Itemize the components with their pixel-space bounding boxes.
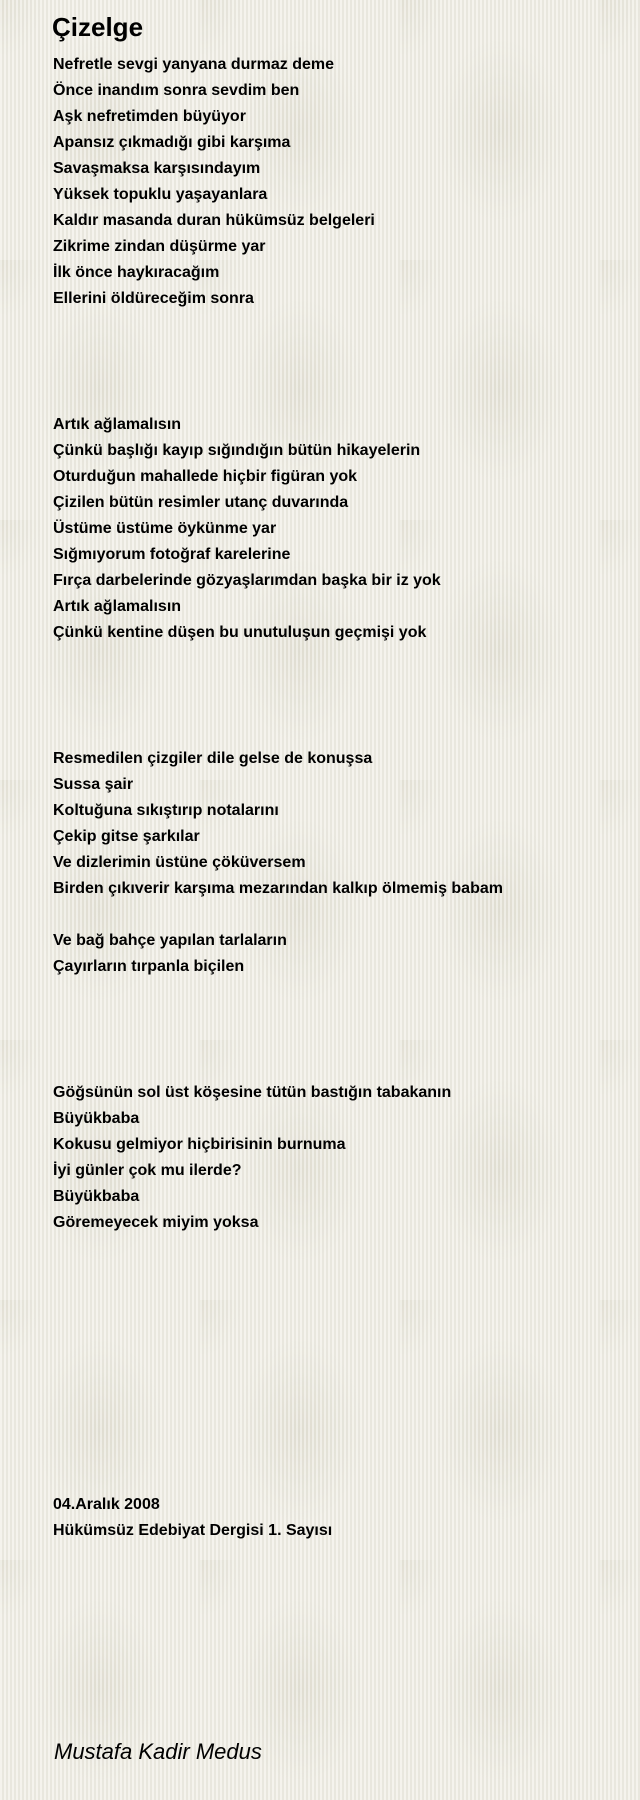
poem-line: Çizilen bütün resimler utanç duvarında (53, 494, 349, 511)
poem-line: Kokusu gelmiyor hiçbirisinin burnuma (53, 1136, 346, 1153)
stanza-gap (53, 902, 623, 928)
poem-line: Artık ağlamalısın (53, 416, 182, 433)
poem-line: Kaldır masanda duran hükümsüz belgeleri (53, 212, 375, 229)
poem-author: Mustafa Kadir Medus (54, 1739, 262, 1764)
stanza-1 (53, 52, 623, 312)
stanza-gap (53, 312, 623, 412)
poem-footer (53, 1492, 332, 1544)
poem-line: Göğsünün sol üst köşesine tütün bastığın tabakanın (53, 1084, 452, 1101)
poem-line: Önce inandım sonra sevdim ben (53, 82, 300, 99)
poem-line: Oturduğun mahallede hiçbir figüran yok (53, 468, 358, 485)
poem-line: Üstüme üstüme öykünme yar (53, 520, 277, 537)
stanza-4 (53, 928, 623, 980)
stanza-gap (53, 980, 623, 1080)
poem-line: Çekip gitse şarkılar (53, 828, 200, 845)
poem-line: Nefretle sevgi yanyana durmaz deme (53, 56, 335, 73)
poem-line: Zikrime zindan düşürme yar (53, 238, 266, 255)
poem-line: Birden çıkıverir karşıma mezarından kalkıp ölmemiş babam (53, 880, 503, 897)
poem-line: Ve bağ bahçe yapılan tarlaların (53, 932, 287, 949)
poem-title: Çizelge (52, 12, 144, 42)
poem-line: İlk önce haykıracağım (53, 264, 220, 281)
poem-line: Ellerini öldüreceğim sonra (53, 290, 254, 307)
stanza-gap (53, 646, 623, 746)
poem-source: Hükümsüz Edebiyat Dergisi 1. Sayısı (53, 1522, 333, 1539)
poem-line: Koltuğuna sıkıştırıp notalarını (53, 802, 279, 819)
poem-date: 04.Aralık 2008 (53, 1496, 160, 1513)
poem-line: Göremeyecek miyim yoksa (53, 1214, 259, 1231)
poem-line: Çünkü kentine düşen bu unutuluşun geçmişi yok (53, 624, 427, 641)
poem-line: Büyükbaba (53, 1188, 140, 1205)
stanza-2 (53, 412, 623, 646)
poem-line: Sığmıyorum fotoğraf karelerine (53, 546, 291, 563)
poem-line: Yüksek topuklu yaşayanlara (53, 186, 268, 203)
stanza-5 (53, 1080, 623, 1236)
poem-line: Ve dizlerimin üstüne çöküversem (53, 854, 306, 871)
stanza-3 (53, 746, 623, 902)
poem-line: İyi günler çok mu ilerde? (53, 1162, 242, 1179)
poem-line: Çayırların tırpanla biçilen (53, 958, 245, 975)
poem-line: Çünkü başlığı kayıp sığındığın bütün hikayelerin (53, 442, 421, 459)
poem-line: Aşk nefretimden büyüyor (53, 108, 246, 125)
poem-line: Büyükbaba (53, 1110, 140, 1127)
poem-line: Sussa şair (53, 776, 134, 793)
poem-body (53, 52, 623, 1236)
poem-line: Apansız çıkmadığı gibi karşıma (53, 134, 291, 151)
poem-line: Fırça darbelerinde gözyaşlarımdan başka bir iz yok (53, 572, 441, 589)
poem-line: Savaşmaksa karşısındayım (53, 160, 261, 177)
poem-line: Artık ağlamalısın (53, 598, 182, 615)
poem-line: Resmedilen çizgiler dile gelse de konuşsa (53, 750, 373, 767)
